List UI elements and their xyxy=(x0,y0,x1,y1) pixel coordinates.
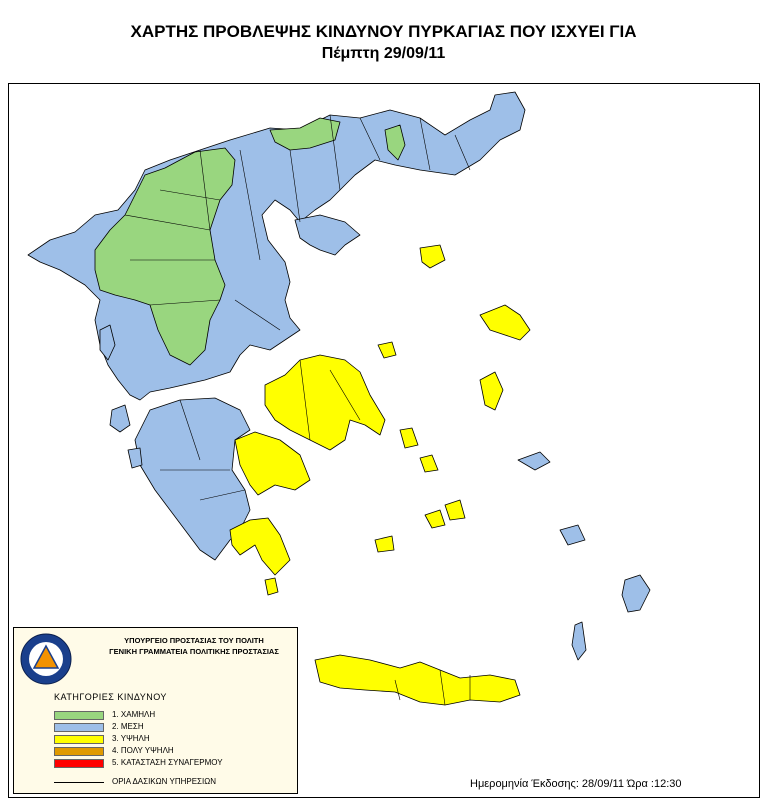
ministry-line-2: ΓΕΝΙΚΗ ΓΡΑΜΜΑΤΕΙΑ ΠΟΛΙΤΙΚΗΣ ΠΡΟΣΤΑΣΙΑΣ xyxy=(109,647,279,656)
ministry-line-1: ΥΠΟΥΡΓΕΙΟ ΠΡΟΣΤΑΣΙΑΣ ΤΟΥ ΠΟΛΙΤΗ xyxy=(124,636,264,645)
region-rhodes xyxy=(622,575,650,612)
legend-panel xyxy=(13,627,298,794)
region-cyclades-2 xyxy=(445,500,465,520)
region-skyros xyxy=(400,428,418,448)
region-peloponnese-high xyxy=(235,432,310,495)
legend-label-low: 1. ΧΑΜΗΛΗ xyxy=(112,710,156,719)
legend-label-very-high: 4. ΠΟΛΥ ΥΨΗΛΗ xyxy=(112,746,174,755)
region-lesvos xyxy=(480,305,530,340)
region-crete xyxy=(315,655,520,705)
swatch-very-high xyxy=(54,747,104,756)
region-chios xyxy=(480,372,503,410)
civil-protection-emblem-icon xyxy=(20,633,72,685)
region-sporades xyxy=(378,342,396,358)
legend-label-boundaries: ΟΡΙΑ ΔΑΣΙΚΩΝ ΥΠΗΡΕΣΙΩΝ xyxy=(112,777,216,786)
region-andros xyxy=(420,455,438,472)
swatch-medium xyxy=(54,723,104,732)
legend-label-alarm: 5. ΚΑΤΑΣΤΑΣΗ ΣΥΝΑΓΕΡΜΟΥ xyxy=(112,758,223,767)
region-chalkidiki xyxy=(295,215,360,255)
swatch-alarm xyxy=(54,759,104,768)
categories-title: ΚΑΤΗΓΟΡΙΕΣ ΚΙΝΔΥΝΟΥ xyxy=(54,692,167,702)
legend-label-medium: 2. ΜΕΣΗ xyxy=(112,722,144,731)
region-cyclades-1 xyxy=(425,510,445,528)
issue-date: Ημερομηνία Έκδοσης: 28/09/11 Ώρα :12:30 xyxy=(470,778,682,790)
region-kos xyxy=(560,525,585,545)
boundary-line-sample xyxy=(54,782,104,783)
region-lemnos xyxy=(420,245,445,268)
map-title: ΧΑΡΤΗΣ ΠΡΟΒΛΕΨΗΣ ΚΙΝΔΥΝΟΥ ΠΥΡΚΑΓΙΑΣ ΠΟΥ ΙΣΧΥΕΙ ΓΙΑ xyxy=(130,22,637,41)
ministry-heading xyxy=(94,635,294,657)
region-attica-high xyxy=(265,355,385,450)
region-samos xyxy=(518,452,550,470)
swatch-low xyxy=(54,711,104,720)
region-cyclades-3 xyxy=(375,536,394,552)
map-date: Πέμπτη 29/09/11 xyxy=(321,45,446,62)
region-karpathos xyxy=(572,622,586,660)
region-kefalonia xyxy=(110,405,130,432)
region-laconia-high xyxy=(230,518,290,575)
region-kythira-high xyxy=(265,578,278,595)
swatch-high xyxy=(54,735,104,744)
legend-label-high: 3. ΥΨΗΛΗ xyxy=(112,734,150,743)
region-zakynthos xyxy=(128,448,142,468)
